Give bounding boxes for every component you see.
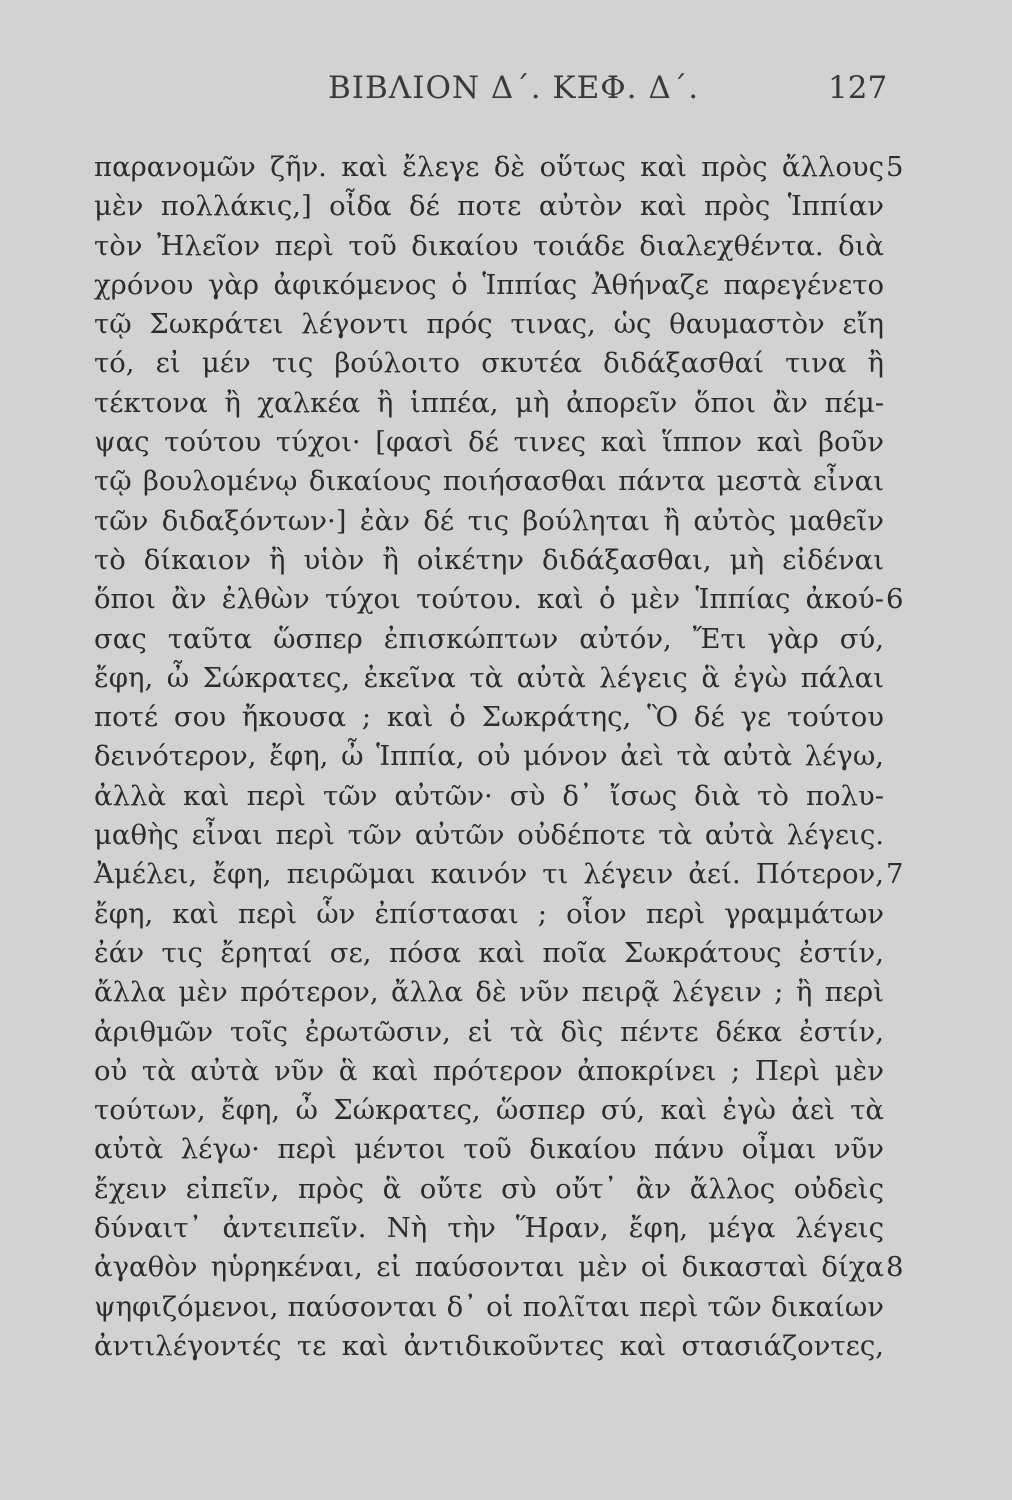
section-number: 6 (886, 583, 904, 615)
text-line: ἔφη, ὦ Σώκρατες, ἐκεῖνα τὰ αὐτὰ λέγεις ἃ ἐγὼ πάλαι (94, 661, 884, 694)
text-line: μαθὴς εἶναι περὶ τῶν αὐτῶν οὐδέποτε τὰ αὐτὰ λέγεις. (94, 819, 884, 852)
text-line: τέκτονα ἢ χαλκέα ἢ ἱππέα, μὴ ἀπορεῖν ὅποι ἂν πέμ- (94, 386, 884, 419)
text-line: σας ταῦτα ὥσπερ ἐπισκώπτων αὐτόν, Ἔτι γὰρ σύ, (94, 622, 884, 655)
text-line: οὐ τὰ αὐτὰ νῦν ἃ καὶ πρότερον ἀποκρίνει ; Περὶ μὲν (94, 1054, 884, 1087)
body-text (94, 148, 884, 1366)
text-line: τῷ βουλομένῳ δικαίους ποιήσασθαι πάντα μεστὰ εἶναι (94, 465, 884, 498)
section-number: 8 (886, 1251, 904, 1283)
text-line: Ἀμέλει, ἔφη, πειρῶμαι καινόν τι λέγειν ἀεί. Πότερον, (94, 858, 884, 891)
text-line: ἀλλὰ καὶ περὶ τῶν αὐτῶν· σὺ δ᾽ ἴσως διὰ τὸ πολυ- (94, 779, 884, 812)
text-line: παρανομῶν ζῆν. καὶ ἔλεγε δὲ οὕτως καὶ πρὸς ἄλλους (94, 151, 884, 183)
text-line: ἄλλα μὲν πρότερον, ἄλλα δὲ νῦν πειρᾷ λέγειν ; ἢ περὶ (94, 976, 884, 1009)
text-line: χρόνου γὰρ ἀφικόμενος ὁ Ἱππίας Ἀθήναζε παρεγένετο (94, 268, 884, 301)
text-line: ἔφη, καὶ περὶ ὧν ἐπίστασαι ; οἷον περὶ γραμμάτων (94, 897, 884, 930)
text-line: τὸ δίκαιον ἢ υἱὸν ἢ οἰκέτην διδάξασθαι, μὴ εἰδέναι (94, 543, 884, 576)
section-number: 7 (886, 858, 904, 890)
text-line: δύναιτ᾽ ἀντειπεῖν. Νὴ τὴν Ἥραν, ἔφη, μέγα λέγεις (94, 1212, 884, 1245)
text-line: ἀντιλέγοντές τε καὶ ἀντιδικοῦντες καὶ στασιάζοντες, (94, 1329, 884, 1362)
text-line: ὅποι ἂν ἐλθὼν τύχοι τούτου. καὶ ὁ μὲν Ἱππίας ἀκού- (94, 583, 884, 616)
text-line: μὲν πολλάκις,] οἶδα δέ ποτε αὐτὸν καὶ πρὸς Ἱππίαν (94, 190, 884, 223)
text-line: ἔχειν εἰπεῖν, πρὸς ἃ οὔτε σὺ οὔτ᾽ ἂν ἄλλος οὐδεὶς (94, 1172, 884, 1205)
running-head: ΒΙΒΛΙΟΝ Δ΄. ΚΕΦ. Δ΄. (328, 70, 700, 106)
text-line: ἀριθμῶν τοῖς ἐρωτῶσιν, εἰ τὰ δὶς πέντε δέκα ἐστίν, (94, 1015, 884, 1048)
text-line: αὐτὰ λέγω· περὶ μέντοι τοῦ δικαίου πάνυ οἶμαι νῦν (94, 1133, 884, 1166)
text-line: ψας τούτου τύχοι· [φασὶ δέ τινες καὶ ἵππον καὶ βοῦν (94, 426, 884, 459)
text-line: τούτων, ἔφη, ὦ Σώκρατες, ὥσπερ σύ, καὶ ἐγὼ ἀεὶ τὰ (94, 1094, 884, 1127)
section-number: 5 (886, 151, 904, 183)
text-line: τό, εἰ μέν τις βούλοιτο σκυτέα διδάξασθαί τινα ἢ (94, 347, 884, 380)
text-line: ποτέ σου ἤκουσα ; καὶ ὁ Σωκράτης, Ὃ δέ γε τούτου (94, 701, 884, 734)
text-line: τῷ Σωκράτει λέγοντι πρός τινας, ὡς θαυμαστὸν εἴη (94, 308, 884, 341)
text-line: τῶν διδαξόντων·] ἐὰν δέ τις βούληται ἢ αὐτὸς μαθεῖν (94, 504, 884, 537)
text-line: δεινότερον, ἔφη, ὦ Ἱππία, οὐ μόνον ἀεὶ τὰ αὐτὰ λέγω, (94, 740, 884, 773)
text-line: ἐάν τις ἔρηταί σε, πόσα καὶ ποῖα Σωκράτους ἐστίν, (94, 936, 884, 969)
page-header (0, 70, 1012, 120)
text-line: τὸν Ἠλεῖον περὶ τοῦ δικαίου τοιάδε διαλεχθέντα. διὰ (94, 229, 884, 262)
page-number: 127 (828, 70, 888, 106)
text-line: ἀγαθὸν ηὑρηκέναι, εἰ παύσονται μὲν οἱ δικασταὶ δίχα (94, 1251, 884, 1284)
text-line: ψηφιζόμενοι, παύσονται δ᾽ οἱ πολῖται περὶ τῶν δικαίων (94, 1290, 884, 1323)
